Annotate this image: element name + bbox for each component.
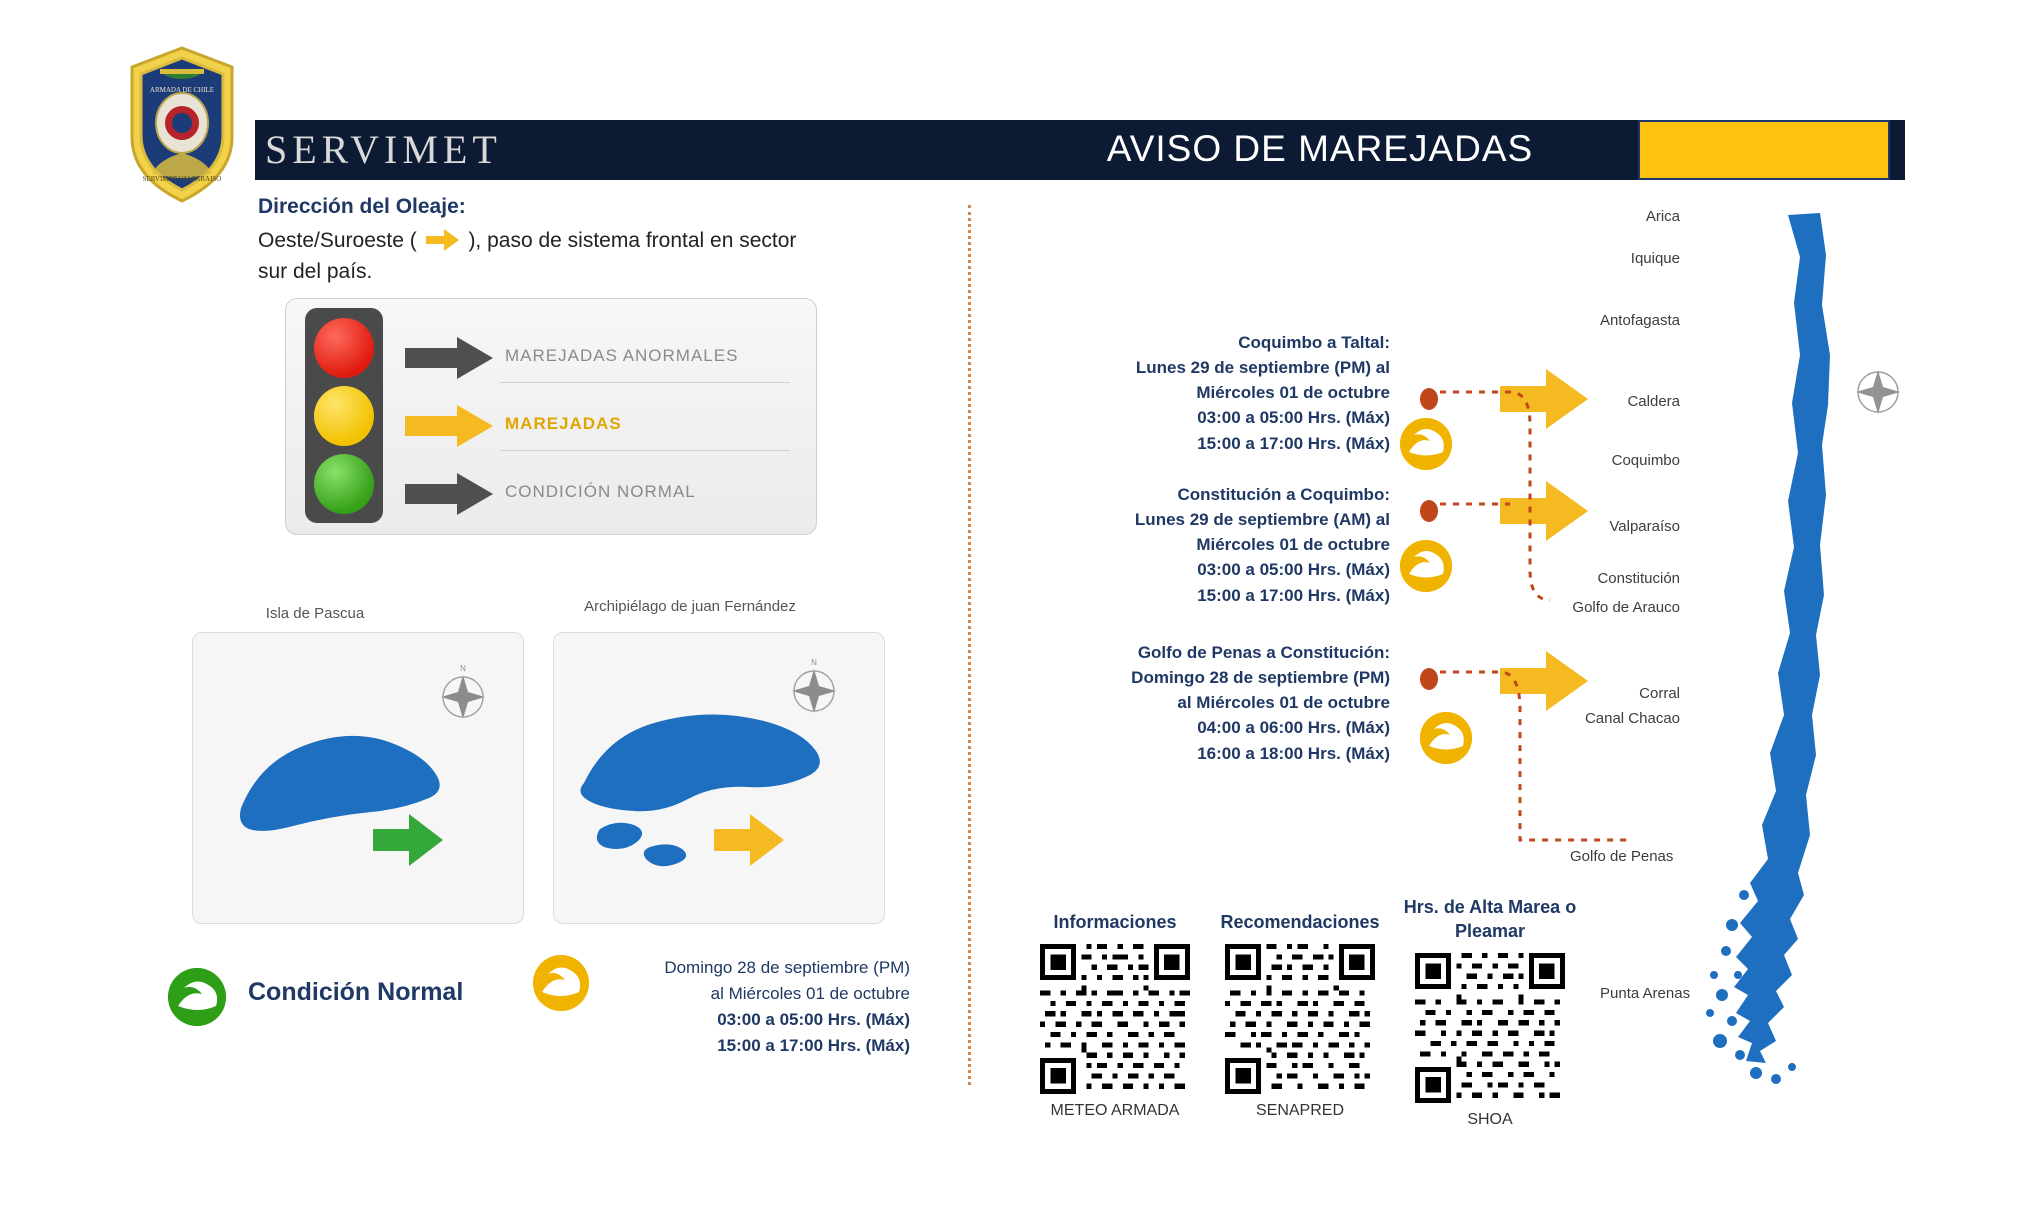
alert-date-2: al Miércoles 01 de octubre [1177, 693, 1390, 712]
qr-informaciones[interactable] [1020, 910, 1210, 1120]
legend-row-normal [405, 466, 795, 522]
wave-badge-yellow [533, 955, 589, 1011]
svg-text:N: N [460, 664, 466, 673]
map-label-canal-chacao: Canal Chacao [1584, 710, 1680, 727]
swell-direction-text [258, 225, 818, 287]
chile-map [1680, 195, 1930, 1095]
wave-badge-green [168, 968, 226, 1026]
svg-text:ARMADA DE CHILE: ARMADA DE CHILE [149, 86, 215, 94]
traffic-light-yellow [314, 386, 374, 446]
qr-caption-alta-marea: SHOA [1467, 1111, 1513, 1128]
legend-label-marejadas: MAREJADAS [505, 414, 622, 433]
traffic-light [305, 308, 383, 523]
island-panel-pascua [192, 632, 524, 924]
swell-text-before: Oeste/Suroeste ( [258, 229, 417, 252]
alert-title: Coquimbo a Taltal: [1238, 333, 1390, 352]
island-arrow-yellow-icon [714, 814, 784, 866]
qr-caption-informaciones: METEO ARMADA [1050, 1102, 1180, 1119]
qr-title-alta-marea: Hrs. de Alta Marea o Pleamar [1403, 897, 1577, 941]
island-caption-juanfernandez: Archipiélago de juan Fernández [584, 598, 796, 615]
page-title: AVISO DE MAREJADAS [1106, 128, 1534, 169]
legend-label-normal: CONDICIÓN NORMAL [505, 482, 696, 501]
alert-hour-1: 03:00 a 05:00 Hrs. (Máx) [1197, 408, 1390, 427]
island-arrow-green-icon [373, 814, 443, 866]
map-label-golfo-penas: Golfo de Penas [1570, 848, 1674, 865]
connector-lines [1430, 370, 1660, 870]
qr-code-alta-marea[interactable] [1415, 953, 1565, 1103]
svg-text:SERVIMET VALPARAISO: SERVIMET VALPARAISO [142, 175, 222, 183]
alert-date-2: Miércoles 01 de octubre [1196, 535, 1390, 554]
alert-block-coquimbo-taltal [1060, 330, 1390, 457]
alert-date-1: Lunes 29 de septiembre (AM) al [1134, 510, 1390, 529]
alert-date-1: Lunes 29 de septiembre (PM) al [1135, 358, 1390, 377]
legend-label-anormales: MAREJADAS ANORMALES [505, 346, 739, 365]
alert-hour-2: 15:00 a 17:00 Hrs. (Máx) [1197, 434, 1390, 453]
traffic-light-green [314, 454, 374, 514]
header-yellow-block [1638, 120, 1890, 180]
vertical-dotted-divider [968, 205, 971, 1085]
island-hour-1: 03:00 a 05:00 Hrs. (Máx) [717, 1010, 910, 1029]
island-date-2: al Miércoles 01 de octubre [710, 984, 910, 1003]
brand-servimet: SERVIMET [265, 127, 502, 172]
alert-hour-1: 04:00 a 06:00 Hrs. (Máx) [1197, 718, 1390, 737]
map-label-coquimbo: Coquimbo [1611, 452, 1680, 469]
map-label-golfo-arauco: Golfo de Arauco [1572, 599, 1680, 616]
legend-divider [500, 382, 790, 383]
qr-title-recomendaciones: Recomendaciones [1220, 912, 1380, 932]
qr-recomendaciones[interactable] [1205, 910, 1395, 1120]
qr-code-informaciones[interactable] [1040, 944, 1190, 1094]
alert-date-2: Miércoles 01 de octubre [1196, 383, 1390, 402]
legend-arrow-yellow-icon [405, 404, 495, 448]
island-caption-pascua: Isla de Pascua [265, 605, 365, 622]
alert-hour-2: 15:00 a 17:00 Hrs. (Máx) [1197, 586, 1390, 605]
qr-code-recomendaciones[interactable] [1225, 944, 1375, 1094]
swell-direction-heading: Dirección del Oleaje: [258, 195, 466, 218]
map-label-valparaiso: Valparaíso [1609, 518, 1680, 535]
map-label-caldera: Caldera [1627, 393, 1680, 410]
map-label-arica: Arica [1645, 208, 1680, 225]
qr-alta-marea[interactable] [1395, 895, 1585, 1129]
navy-crest-logo [120, 45, 245, 205]
map-label-punta-arenas: Punta Arenas [1600, 985, 1691, 1002]
island-status-label: Condición Normal [248, 978, 464, 1006]
legend-arrow-grey-icon [405, 336, 495, 380]
qr-title-informaciones: Informaciones [1053, 912, 1177, 932]
map-label-constitucion: Constitución [1597, 570, 1680, 587]
island-hour-2: 15:00 a 17:00 Hrs. (Máx) [717, 1036, 910, 1055]
legend-divider [500, 450, 790, 451]
qr-caption-recomendaciones: SENAPRED [1255, 1102, 1345, 1119]
legend-row-marejadas [405, 398, 795, 454]
swell-direction-arrow-icon [426, 228, 460, 252]
alert-date-1: Domingo 28 de septiembre (PM) [1131, 668, 1390, 687]
legend-row-anormales [405, 330, 795, 386]
map-label-iquique: Iquique [1630, 250, 1680, 267]
island-status-dates [590, 955, 910, 1059]
alert-hour-2: 16:00 a 18:00 Hrs. (Máx) [1197, 744, 1390, 763]
traffic-light-red [314, 318, 374, 378]
svg-text:N: N [811, 658, 817, 667]
legend-arrow-grey-icon [405, 472, 495, 516]
alert-title: Golfo de Penas a Constitución: [1137, 643, 1390, 662]
island-date-1: Domingo 28 de septiembre (PM) [664, 958, 910, 977]
map-label-corral: Corral [1639, 685, 1680, 702]
alert-hour-1: 03:00 a 05:00 Hrs. (Máx) [1197, 560, 1390, 579]
alert-title: Constitución a Coquimbo: [1177, 485, 1390, 504]
map-label-antofagasta: Antofagasta [1599, 312, 1680, 329]
alert-block-golfopenas-constitucion [1060, 640, 1390, 767]
alert-block-constitucion-coquimbo [1060, 482, 1390, 609]
island-panel-juanfernandez [553, 632, 885, 924]
swell-text-after: ), paso de sistema frontal en sector sur del país. [258, 229, 797, 283]
